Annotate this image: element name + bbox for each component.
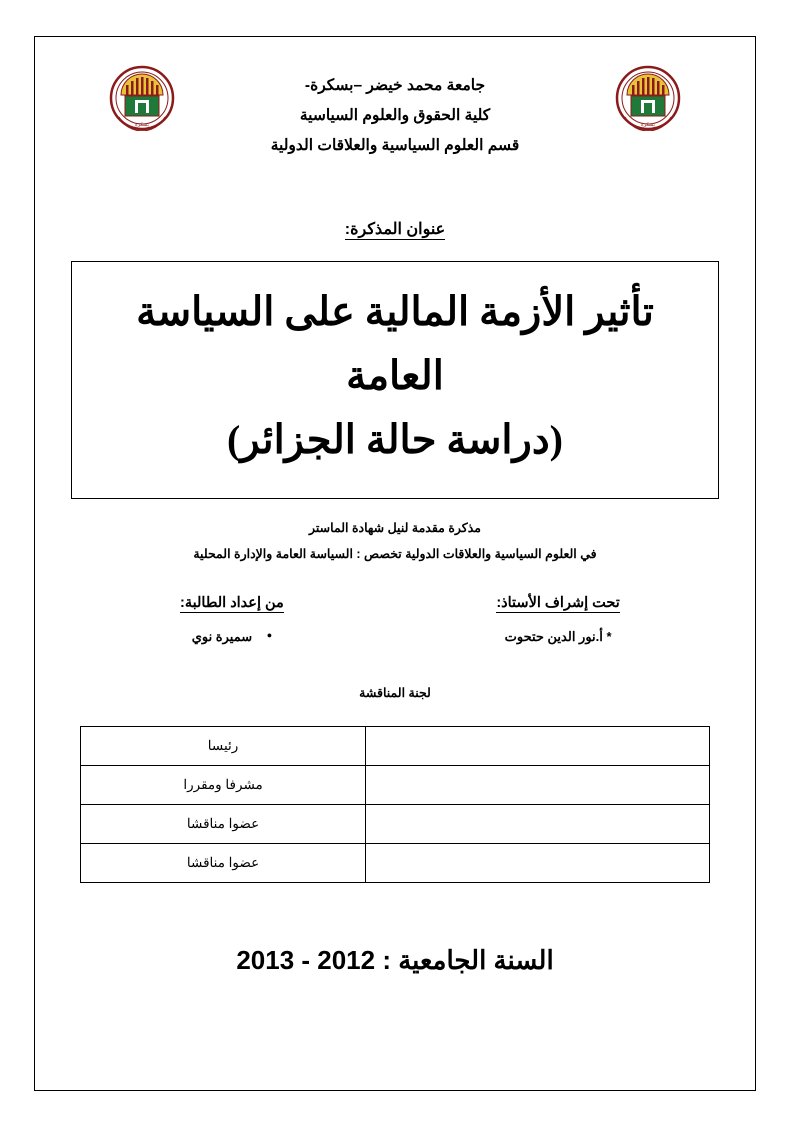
- table-row: [81, 843, 710, 882]
- jury-table: [80, 726, 710, 883]
- university-name: جامعة محمد خيضر –بسكرة-: [304, 77, 486, 94]
- table-row: [81, 765, 710, 804]
- thesis-title-line-2: (دراسة حالة الجزائر): [227, 417, 563, 462]
- svg-text:بسكرة: بسكرة: [135, 122, 149, 128]
- jury-member-name: [366, 765, 710, 804]
- page-content: [35, 37, 755, 1090]
- student-name: ● سميرة نوي: [192, 629, 272, 645]
- document-header: [71, 59, 719, 179]
- jury-role: رئيسا: [81, 726, 366, 765]
- page-border: [34, 36, 756, 1091]
- jury-role: عضوا مناقشا: [81, 804, 366, 843]
- supervisor-block: [419, 594, 697, 645]
- table-row: [81, 804, 710, 843]
- student-name-row: [93, 629, 371, 645]
- jury-role: عضوا مناقشا: [81, 843, 366, 882]
- specialization-line: في العلوم السياسية والعلاقات الدولية تخصص : السياسة العامة والإدارة المحلية: [193, 547, 597, 562]
- table-row: [81, 726, 710, 765]
- jury-member-name: [366, 726, 710, 765]
- thesis-title-label: [71, 219, 719, 239]
- jury-role: مشرفا ومقررا: [81, 765, 366, 804]
- thesis-title-box: [71, 261, 719, 499]
- thesis-title-label-text: عنوان المذكرة:: [344, 221, 446, 238]
- student-block: [93, 594, 371, 645]
- university-seal-icon: [109, 65, 175, 131]
- degree-line: مذكرة مقدمة لنيل شهادة الماستر: [309, 521, 481, 535]
- jury-member-name: [366, 843, 710, 882]
- svg-text:بسكرة: بسكرة: [641, 122, 655, 128]
- jury-label: لجنة المناقشة: [359, 685, 431, 700]
- jury-member-name: [366, 804, 710, 843]
- department-name: قسم العلوم السياسية والعلاقات الدولية: [270, 137, 520, 155]
- people-section: [71, 594, 719, 645]
- faculty-name: كلية الحقوق والعلوم السياسية: [299, 107, 491, 125]
- academic-year: السنة الجامعية : 2012 - 2013: [236, 944, 554, 975]
- supervisor-heading: تحت إشراف الأستاذ:: [496, 594, 620, 611]
- supervisor-name: * أ.نور الدين حتحوت: [504, 628, 612, 644]
- university-seal-icon: [615, 65, 681, 131]
- thesis-subtitle: [71, 515, 719, 568]
- thesis-title-line-1: تأثير الأزمة المالية على السياسة العامة: [136, 289, 654, 398]
- student-heading: من إعداد الطالبة:: [180, 594, 284, 611]
